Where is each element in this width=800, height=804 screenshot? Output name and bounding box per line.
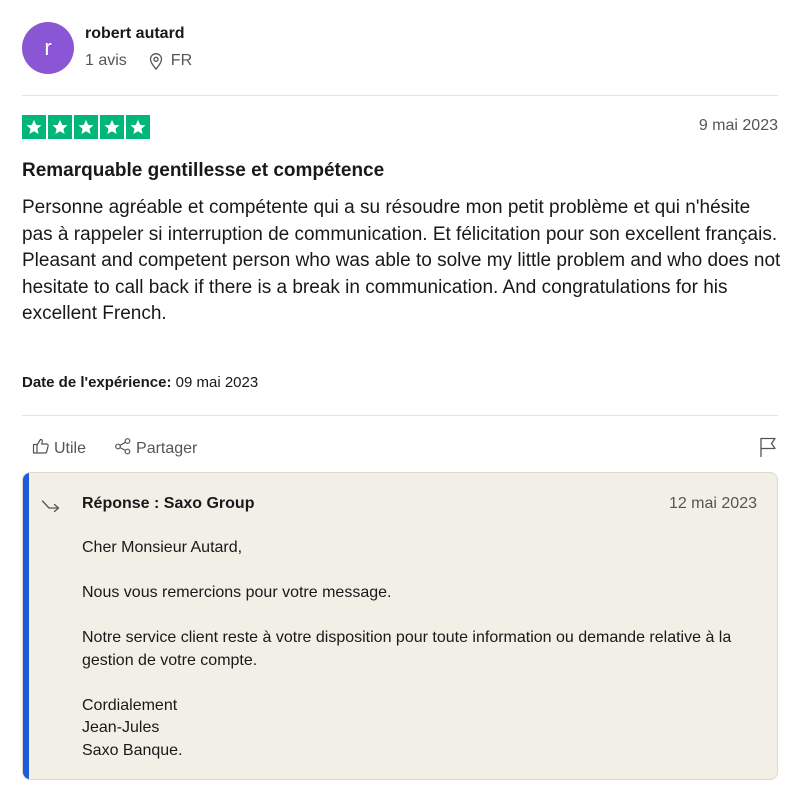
reply-body (82, 537, 762, 762)
reply-greeting: Cher Monsieur Autard, (82, 539, 243, 556)
reply-signer: Jean-Jules (82, 719, 160, 736)
review-text-en: Pleasant and competent person who was able to solve my little problem and who does not hesitate to call back if there is a break in communication. And congratulations for his excellent French. (22, 250, 781, 324)
reply-service: Notre service client reste à votre disposition pour toute information ou demande relative à la gestion de votre compte. (82, 629, 732, 669)
share-button[interactable] (114, 437, 197, 460)
review-date: 9 mai 2023 (698, 117, 778, 134)
avatar-initial: r (44, 35, 52, 60)
company-reply (22, 472, 778, 780)
experience-value: 09 mai 2023 (175, 374, 259, 391)
review-body (22, 195, 782, 328)
useful-button[interactable] (32, 437, 86, 460)
reviewer-meta (85, 52, 192, 70)
reply-accent-bar (23, 473, 29, 779)
star-icon (100, 115, 124, 139)
review-title[interactable]: Remarquable gentillesse et compétence (22, 160, 385, 181)
share-icon (114, 437, 132, 460)
useful-label: Utile (54, 439, 87, 457)
experience-date (22, 374, 258, 391)
reply-date: 12 mai 2023 (668, 495, 757, 512)
reply-thanks: Nous vous remercions pour votre message. (82, 584, 392, 601)
star-icon (74, 115, 98, 139)
reply-company: Saxo Banque. (82, 741, 183, 759)
divider (22, 415, 778, 416)
location-pin-icon (149, 53, 163, 70)
reviewer-name[interactable]: robert autard (85, 25, 185, 42)
reply-signature (82, 695, 762, 763)
review-count: 1 avis (85, 52, 127, 69)
review-text-fr: Personne agréable et compétente qui a su résoudre mon petit problème et qui n'hésite pas à rappeler si interruption de communication. Et félicitation pour son excellent français. (22, 197, 778, 245)
reviewer-country: FR (170, 52, 193, 69)
share-label: Partager (136, 439, 198, 457)
star-rating (22, 115, 150, 139)
thumbs-up-icon (32, 437, 50, 460)
reply-arrow-icon (41, 499, 63, 520)
review-actions (32, 437, 197, 460)
reply-title: Réponse : Saxo Group (82, 495, 255, 512)
avatar[interactable] (22, 22, 74, 74)
divider (22, 95, 778, 96)
reply-signoff: Cordialement (82, 696, 178, 714)
flag-icon[interactable] (758, 436, 778, 463)
star-icon (22, 115, 46, 139)
experience-label: Date de l'expérience: (22, 374, 172, 391)
star-icon (48, 115, 72, 139)
star-icon (126, 115, 150, 139)
